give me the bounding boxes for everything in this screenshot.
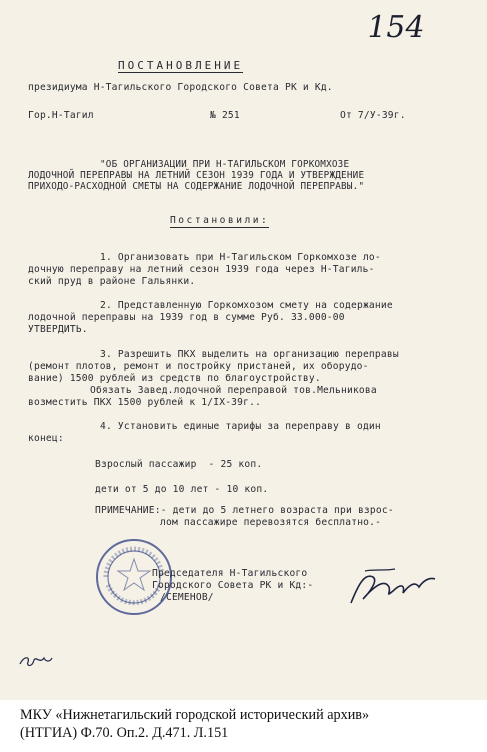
caption-line-1: МКУ «Нижнетагильский городской исторический архив» [20, 707, 370, 723]
item3-line-4: Обязать Завед.лодочной переправой тов.Мельникова [90, 385, 377, 396]
resolution-number: № 251 [210, 110, 240, 121]
issuer-line: президиума Н-Тагильского Городского Совета РК и Кд. [28, 82, 333, 93]
caption-line-2: (НТГИА) Ф.70. Оп.2. Д.471. Л.151 [20, 725, 229, 741]
subject-line-2: ЛОДОЧНОЙ ПЕРЕПРАВЫ НА ЛЕТНИЙ СЕЗОН 1939 ГОДА И УТВЕРЖДЕНИЕ [28, 170, 365, 181]
item3-line-1: 3. Разрешить ПКХ выделить на организацию переправы [100, 349, 399, 360]
signature-title-line-2: Городского Совета РК и Кд:- [152, 580, 314, 591]
item4-line-1: 4. Установить единые тарифы за переправу в один [100, 421, 381, 432]
note-line-1: ПРИМЕЧАНИЕ:- дети до 5 летнего возраста при взрос- [95, 505, 394, 516]
handwritten-signature [345, 565, 440, 610]
item1-line-3: ский пруд в районе Гальянки. [28, 276, 196, 287]
signature-name: /СЕМЕНОВ/ [160, 592, 214, 603]
item1-line-1: 1. Организовать при Н-Тагильском Горкомхозе ло- [100, 252, 381, 263]
item2-line-3: УТВЕРДИТЬ. [28, 324, 88, 335]
item3-line-3: вание) 1500 рублей из средств по благоустройству. [28, 373, 321, 384]
signature-title-line-1: Председателя Н-Тагильского [152, 568, 308, 579]
item2-line-2: лодочной переправы на 1939 год в сумме Руб. 33.000-00 [28, 312, 345, 323]
resolved-heading: Постановили: [170, 215, 270, 226]
subject-line-3: ПРИХОДО-РАСХОДНОЙ СМЕТЫ НА СОДЕРЖАНИЕ ЛОДОЧНОЙ ПЕРЕПРАВЫ." [28, 181, 365, 192]
item2-line-1: 2. Представленную Горкомхозом смету на содержание [100, 300, 393, 311]
margin-handwritten-note [16, 650, 56, 672]
place: Гор.Н-Тагил [28, 110, 94, 121]
archive-caption [20, 706, 480, 742]
resolution-date: От 7/У-39г. [340, 110, 406, 121]
item1-line-2: дочную переправу на летний сезон 1939 года через Н-Тагиль- [28, 264, 375, 275]
item4-line-2: конец: [28, 433, 64, 444]
handwritten-page-number: 154 [363, 10, 428, 45]
subject-line-1: "ОБ ОРГАНИЗАЦИИ ПРИ Н-ТАГИЛЬСКОМ ГОРКОМХОЗЕ [100, 159, 350, 170]
note-line-2: лом пассажире перевозятся бесплатно.- [160, 517, 382, 528]
tariff-children: дети от 5 до 10 лет - 10 коп. [95, 484, 269, 495]
item3-line-5: возместить ПКХ 1500 рублей к 1/IX-39г.. [28, 397, 262, 408]
tariff-adult: Взрослый пассажир - 25 коп. [95, 459, 263, 470]
document-title: ПОСТАНОВЛЕНИЕ [118, 59, 244, 72]
item3-line-2: (ремонт плотов, ремонт и постройку пристаней, их оборудо- [28, 361, 369, 372]
